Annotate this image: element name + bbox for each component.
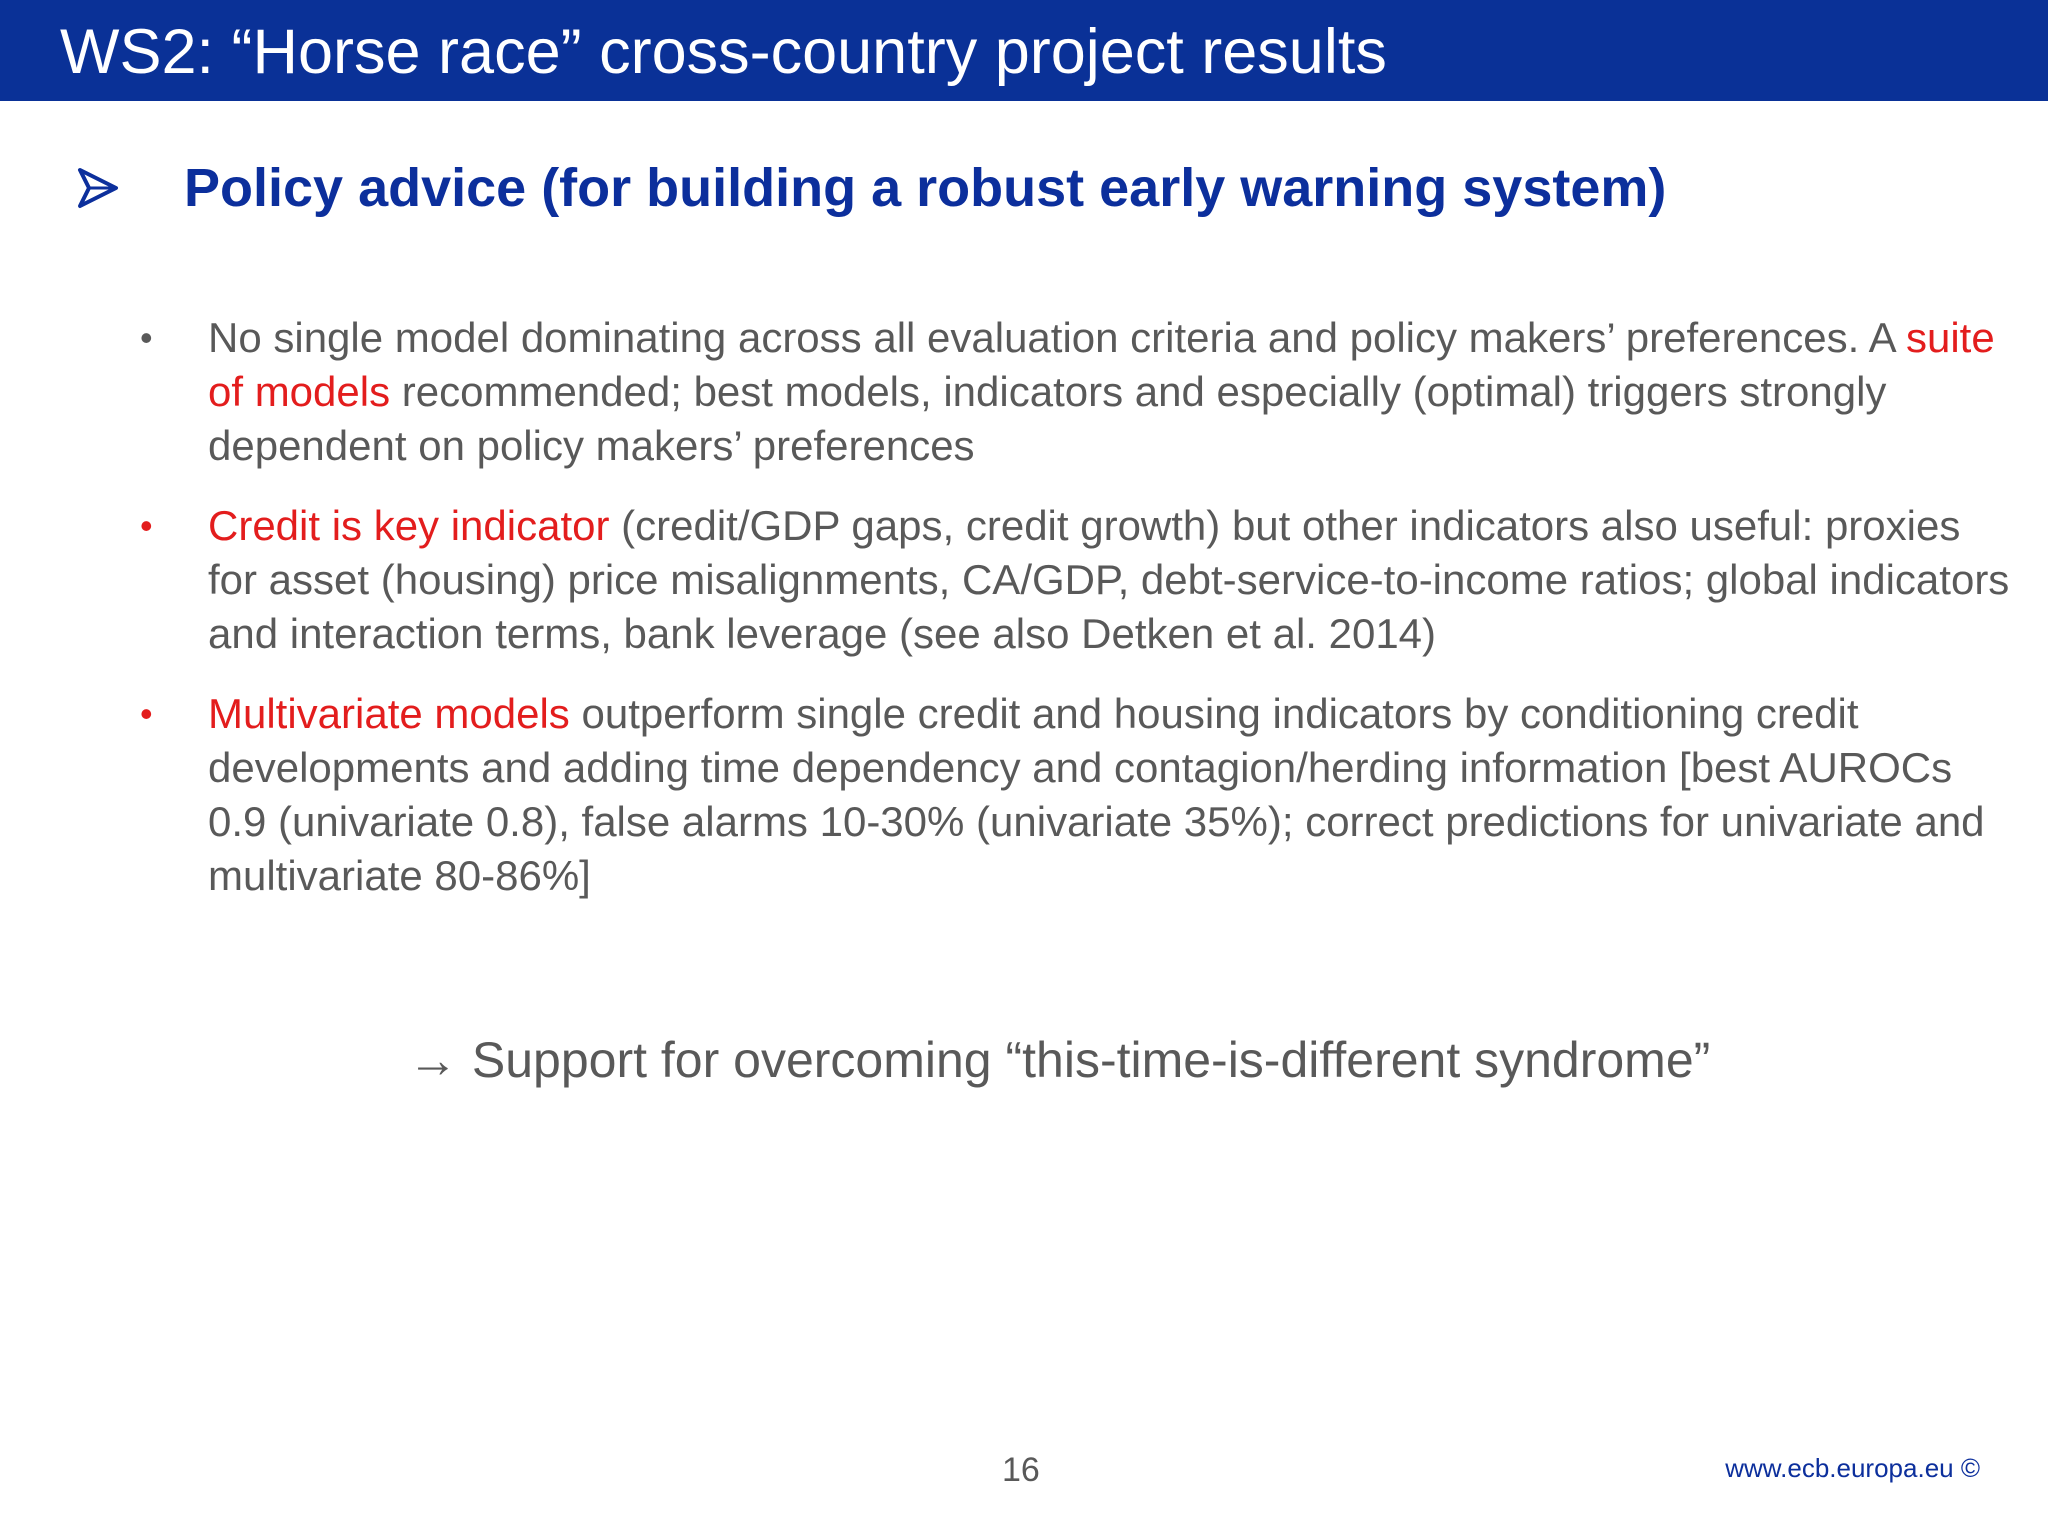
bullet-item bbox=[140, 687, 2020, 903]
subheading bbox=[76, 152, 1666, 224]
conclusion-text: → Support for overcoming “this-time-is-different syndrome” bbox=[408, 1032, 1711, 1088]
title-bar bbox=[0, 0, 2048, 101]
arrowhead-bullet-icon bbox=[76, 166, 120, 210]
bullet-text: outperform single credit and housing indicators by conditioning credit developments and adding time dependency and contagion/herding information [best AUROCs 0.9 (univariate 0.8), false alarms 10-30% (univariate 35%); correct predictions for univariate and multivariate 80-86%] bbox=[208, 690, 1985, 899]
bullet-item bbox=[140, 499, 2020, 661]
bullet-item bbox=[140, 311, 2020, 473]
slide-title: WS2: “Horse race” cross-country project results bbox=[60, 17, 1387, 87]
subheading-text: Policy advice (for building a robust early warning system) bbox=[184, 158, 1667, 218]
bullet-highlight: Multivariate models bbox=[208, 690, 570, 737]
bullet-text: recommended; best models, indicators and especially (optimal) triggers strongly dependent on policy makers’ preferences bbox=[208, 368, 1887, 469]
page-number: 16 bbox=[1002, 1451, 1040, 1489]
footer-url: www.ecb.europa.eu © bbox=[1725, 1453, 1980, 1483]
bullet-list bbox=[140, 311, 2020, 929]
bullet-dot-icon: • bbox=[140, 505, 153, 546]
bullet-highlight: Credit is key indicator bbox=[208, 502, 610, 549]
bullet-dot-icon: • bbox=[140, 317, 153, 358]
bullet-text: (credit/GDP gaps, credit growth) but other indicators also useful: proxies for asset (housing) price misalignments, CA/GDP, debt-service-to-income ratios; global indicators and interaction terms, bank leverage (see also Detken et al. 2014) bbox=[208, 502, 2010, 657]
bullet-text: No single model dominating across all evaluation criteria and policy makers’ preferences. A bbox=[208, 314, 1906, 361]
bullet-highlight: suite of models bbox=[208, 314, 1995, 415]
bullet-dot-icon: • bbox=[140, 693, 153, 734]
